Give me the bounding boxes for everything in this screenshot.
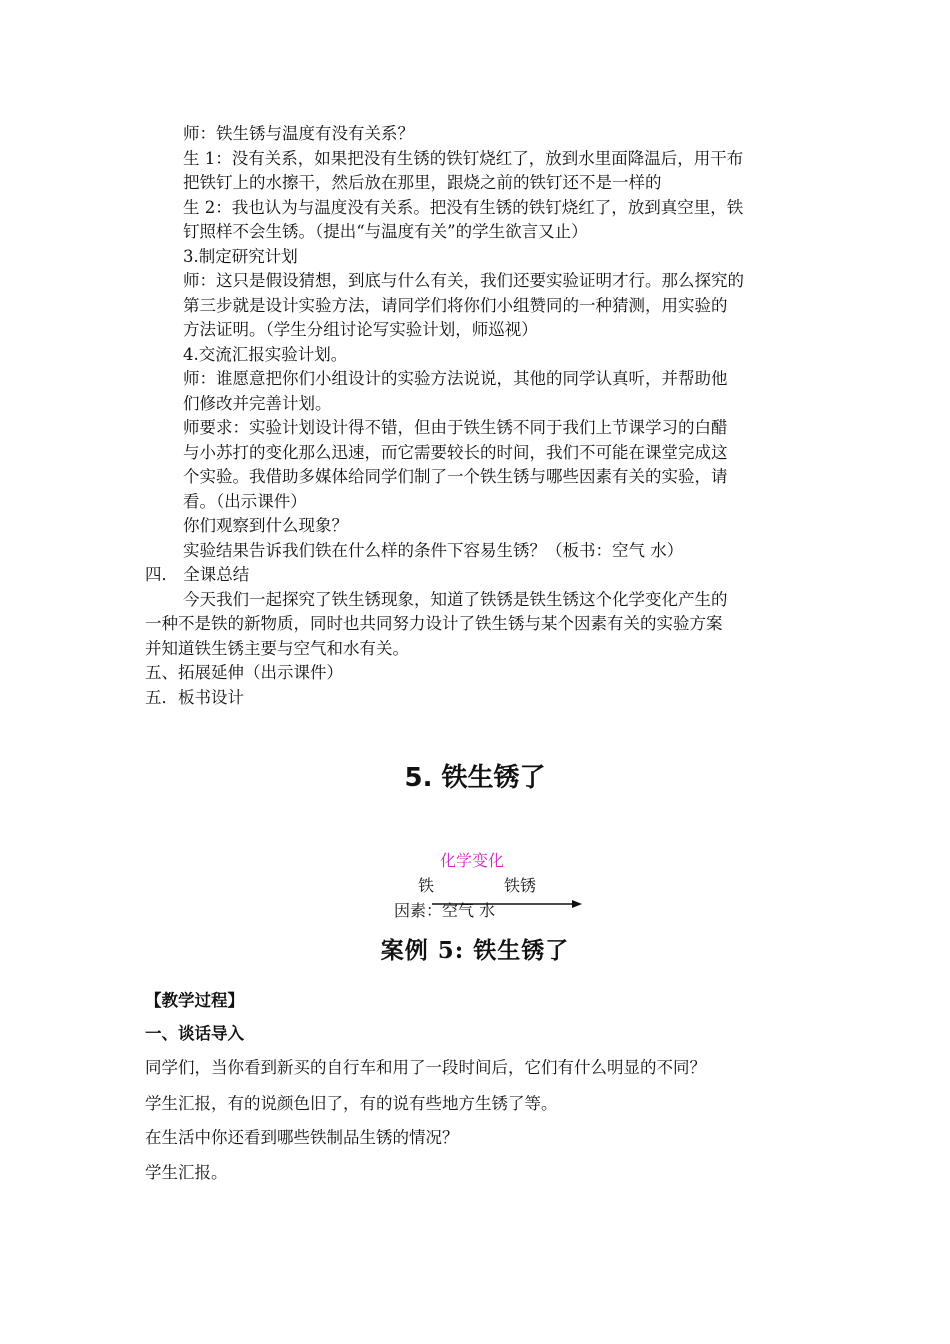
transcript-line: 你们观察到什么现象？ — [183, 516, 348, 535]
transcript-line: 钉照样不会生锈。（提出“与温度有关”的学生欲言又止） — [183, 222, 588, 241]
summary-line: 今天我们一起探究了铁生锈现象，知道了铁锈是铁生锈这个化学变化产生的 — [183, 589, 728, 609]
case-line: 同学们，当你看到新买的自行车和用了一段时间后，它们有什么明显的不同？ — [145, 1058, 706, 1077]
transcript-block — [145, 122, 810, 710]
transcript-line: 实验结果告诉我们铁在什么样的条件下容易生锈？（板书：空气 水） — [183, 540, 684, 560]
step-heading: 3.制定研究计划 — [183, 246, 298, 266]
case-line: 学生汇报，有的说颜色旧了，有的说有些地方生锈了等。 — [145, 1094, 558, 1113]
transcript-line: 师：这只是假设猜想，到底与什么有关，我们还要实验证明才行。那么探究的 — [183, 271, 744, 290]
transcript-line: 们修改并完善计划。 — [183, 393, 332, 413]
part1-heading: 一、谈话导入 — [145, 1024, 244, 1043]
section-heading: 四． 全课总结 — [145, 565, 250, 584]
transcript-line: 师：铁生锈与温度有没有关系？ — [183, 124, 414, 143]
transcript-line: 把铁钉上的水擦干，然后放在那里，跟烧之前的铁钉还不是一样的 — [183, 173, 662, 192]
transcript-line: 生 1：没有关系，如果把没有生锈的铁钉烧红了，放到水里面降温后，用干布 — [183, 148, 744, 168]
reaction-label: 化学变化 — [440, 851, 505, 870]
transcript-line: 生 2：我也认为与温度没有关系。把没有生锈的铁钉烧红了，放到真空里，铁 — [183, 197, 744, 217]
factors-label: 因素：空气 水 — [394, 901, 496, 920]
case-title: 案例 5: 铁生锈了 — [380, 937, 570, 964]
section-heading: 五、拓展延伸（出示课件） — [145, 663, 343, 682]
transcript-line: 个实验。我借助多媒体给同学们制了一个铁生锈与哪些因素有关的实验，请 — [183, 467, 728, 486]
summary-line: 并知道铁生锈主要与空气和水有关。 — [145, 638, 409, 658]
transcript-line: 与小苏打的变化那么迅速，而它需要较长的时间，我们不可能在课堂完成这 — [183, 442, 728, 462]
process-heading: 【教学过程】 — [145, 991, 244, 1010]
transcript-line: 师：谁愿意把你们小组设计的实验方法说说，其他的同学认真听，并帮助他 — [183, 369, 728, 388]
case-line: 学生汇报。 — [145, 1163, 228, 1182]
transcript-line: 方法证明。（学生分组讨论写实验计划，师巡视） — [183, 320, 538, 339]
board-diagram — [380, 845, 580, 925]
board-title: 5. 铁生锈了 — [404, 763, 546, 793]
step-heading: 4.交流汇报实验计划。 — [183, 344, 348, 364]
summary-line: 一种不是铁的新物质，同时也共同努力设计了铁生锈与某个因素有关的实验方案 — [145, 614, 723, 633]
transcript-line: 师要求：实验计划设计得不错，但由于铁生锈不同于我们上节课学习的白醋 — [183, 418, 728, 437]
section-heading: 五．板书设计 — [145, 687, 244, 707]
case-line: 在生活中你还看到哪些铁制品生锈的情况？ — [145, 1128, 459, 1147]
reactant-label: 铁 — [418, 876, 435, 895]
transcript-line: 看。（出示课件） — [183, 491, 307, 511]
transcript-line: 第三步就是设计实验方法，请同学们将你们小组赞同的一种猜测，用实验的 — [183, 295, 728, 315]
product-label: 铁锈 — [504, 876, 537, 895]
